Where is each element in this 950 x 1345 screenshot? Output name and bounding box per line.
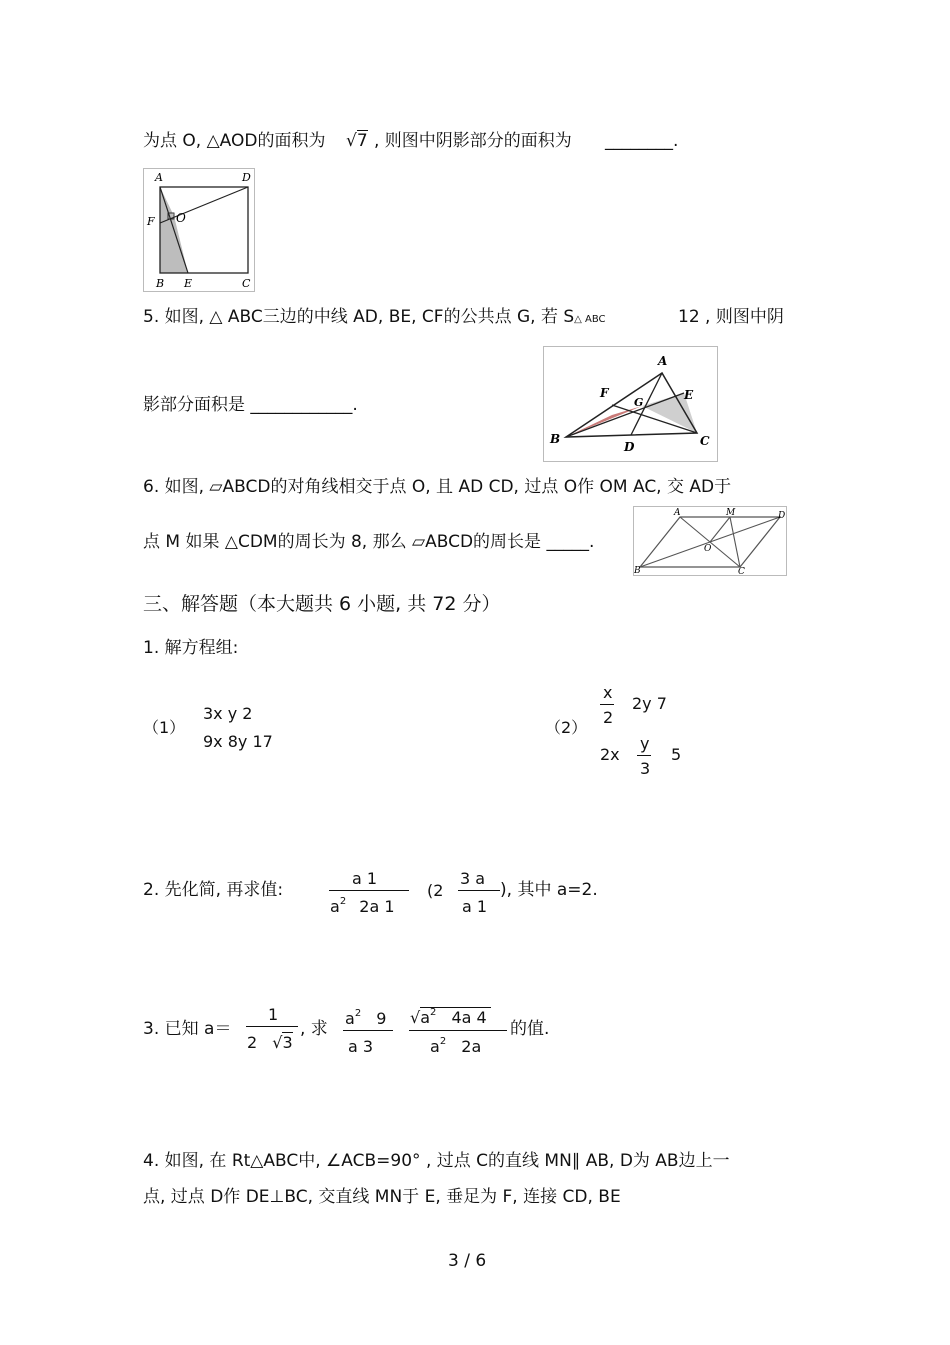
- label-g: G: [634, 396, 644, 409]
- q5-text-a: 5. 如图, △ ABC三边的中线 AD, BE, CF的公共点 G, 若 S: [143, 307, 575, 327]
- label-b: B: [156, 277, 165, 290]
- q6-line1: 6. 如图, ▱ABCD的对角线相交于点 O, 且 AD CD, 过点 O作 OM AC, 交 AD于: [143, 477, 732, 497]
- p2-frac2-num: 3 a: [460, 869, 486, 888]
- p3-f2-den: a 3: [348, 1037, 374, 1056]
- p4-line1: 4. 如图, 在 Rt△ABC中, ∠ACB=90° , 过点 C的直线 MN∥ AB, D为 AB边上一: [143, 1151, 730, 1171]
- p1-eq2-r1-den: 2: [603, 708, 614, 727]
- sqrt-radicand: 7: [356, 131, 368, 151]
- q5-line1: [143, 306, 606, 331]
- segment-fd: [160, 187, 248, 223]
- label-d: D: [242, 171, 251, 184]
- label-c: C: [700, 434, 710, 448]
- figure-parallelogram-svg: [634, 507, 786, 575]
- label-e: E: [684, 388, 694, 402]
- p3-suffix: 的值.: [510, 1019, 550, 1039]
- p3-f1-den: [247, 1033, 293, 1053]
- p2-frac1-num: a 1: [352, 869, 378, 888]
- p3-f3-num: [410, 1008, 491, 1031]
- p1-eq1-row2: 9x 8y 17: [203, 732, 273, 751]
- label-a: A: [674, 508, 681, 518]
- section-title: 三、解答题（本大题共 6 小题, 共 72 分）: [143, 593, 501, 615]
- p1-eq2-r2-rest: 5: [671, 745, 682, 764]
- p2-frac1-den: [330, 897, 395, 920]
- label-o: O: [176, 211, 186, 225]
- p1-title: 1. 解方程组:: [143, 638, 239, 658]
- p2-paren-open: (2: [427, 881, 444, 900]
- p3-f1-num: 1: [268, 1005, 279, 1024]
- p2-frac1-den-sup: 2: [339, 896, 347, 907]
- p1-eq1-row1: 3x y 2: [203, 704, 253, 723]
- p3-f3-den-a: a: [430, 1037, 440, 1056]
- p1-eq2-r2-pre: 2x: [600, 745, 620, 764]
- p3-f2-num-sup: 2: [354, 1008, 362, 1019]
- p1-eq2-r1-fracline: [600, 704, 614, 705]
- q5-text-b: 12 , 则图中阴: [678, 307, 784, 327]
- p3-f3-num-b: 4a 4: [451, 1008, 487, 1027]
- top-text-b: , 则图中阴影部分的面积为: [374, 131, 572, 151]
- label-m: M: [726, 508, 736, 518]
- p3-f1-den-sqrt: 3: [282, 1033, 293, 1052]
- label-f: F: [147, 215, 155, 228]
- sqrt-seven: [346, 130, 368, 152]
- label-c: C: [738, 567, 745, 575]
- p3-f1-line: [246, 1026, 298, 1027]
- label-d: D: [778, 511, 786, 521]
- p3-f3-radicand: [420, 1007, 491, 1027]
- p3-f2-num-b: 9: [376, 1009, 387, 1028]
- p1-eq2-r2-den: 3: [640, 759, 651, 778]
- p1-eq2-r1-num: x: [603, 683, 613, 702]
- p3-f3-line: [409, 1030, 507, 1031]
- p1-part1-label: （1）: [143, 718, 186, 737]
- p3-f2-num-a: a: [345, 1009, 355, 1028]
- p2-frac1-den-b: 2a 1: [359, 897, 395, 916]
- figure-square-svg: [144, 169, 254, 291]
- figure-square: [143, 168, 255, 292]
- p3-prefix: 3. 已知 a＝: [143, 1019, 232, 1039]
- p1-eq2-r1-rest: 2y 7: [632, 694, 667, 713]
- label-e: E: [184, 277, 193, 290]
- p3-mid: , 求: [300, 1019, 328, 1039]
- top-blank: ________.: [605, 131, 679, 151]
- p3-f3-num-a: a: [420, 1008, 431, 1027]
- p2-frac1-den-a: a: [330, 897, 340, 916]
- radical-sign: √: [272, 1033, 283, 1052]
- label-a: A: [658, 354, 668, 368]
- p3-f1-den-a: 2: [247, 1033, 258, 1052]
- p3-f3-num-sup: 2: [430, 1007, 437, 1018]
- label-b: B: [634, 566, 641, 575]
- p2-frac2-line: [458, 890, 500, 891]
- q5-line2: 影部分面积是 ____________.: [143, 395, 358, 415]
- label-o: O: [704, 544, 712, 554]
- figure-parallelogram: [633, 506, 787, 576]
- p3-f2-line: [343, 1030, 393, 1031]
- label-b: B: [550, 432, 561, 446]
- p2-frac2-den: a 1: [462, 897, 488, 916]
- q6-line2: 点 M 如果 △CDM的周长为 8, 那么 ▱ABCD的周长是 _____.: [143, 532, 595, 552]
- p3-f3-den-b: 2a: [461, 1037, 482, 1056]
- p4-line2: 点, 过点 D作 DE⊥BC, 交直线 MN于 E, 垂足为 F, 连接 CD, BE: [143, 1187, 621, 1207]
- p1-eq2-r2-fracline: [637, 755, 651, 756]
- label-d: D: [624, 440, 635, 454]
- p3-f3-den-sup: 2: [439, 1036, 447, 1047]
- figure-triangle-svg: [544, 347, 717, 461]
- p2-suffix: ), 其中 a=2.: [500, 880, 598, 900]
- radical-sign: √: [410, 1008, 421, 1027]
- p2-prefix: 2. 先化简, 再求值:: [143, 880, 284, 900]
- figure-triangle: [543, 346, 718, 462]
- top-text-a: 为点 O, △AOD的面积为: [143, 131, 326, 151]
- radical-sign: √: [346, 131, 357, 151]
- label-a: A: [155, 171, 163, 184]
- p1-eq2-r2-num: y: [640, 734, 650, 753]
- p3-f2-num: [345, 1009, 386, 1032]
- page-number: 3 / 6: [448, 1251, 487, 1271]
- label-f: F: [600, 386, 609, 400]
- p3-f3-den: [430, 1037, 481, 1060]
- p1-part2-label: （2）: [545, 718, 588, 737]
- q5-subscript: △ ABC: [574, 314, 606, 325]
- p2-frac1-line: [329, 890, 409, 891]
- label-c: C: [242, 277, 251, 290]
